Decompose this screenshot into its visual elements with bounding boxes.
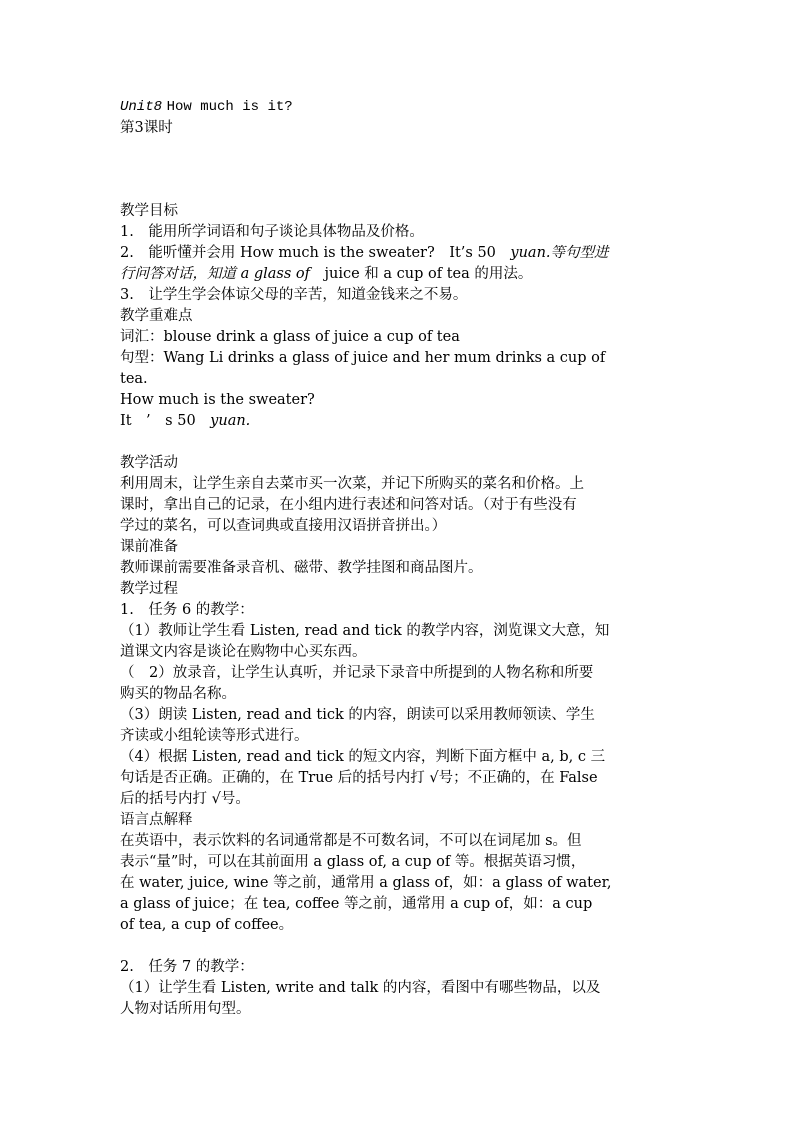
pattern-line-2: tea. [120, 371, 148, 387]
task-6-step-1-line-1: （1）教师让学生看 Listen, read and tick 的教学内容，浏览课文大意，知 [120, 623, 610, 639]
prep-heading: 课前准备 [120, 539, 178, 555]
goal-item-2-line-2 [120, 264, 700, 285]
task-6-step-2-line-2: 购买的物品名称。 [120, 686, 236, 702]
goal-item-1: 1. 能用所学词语和句子谈论具体物品及价格。 [120, 224, 424, 240]
pattern-line-3: How much is the sweater? [120, 392, 315, 408]
pattern-line-4-text: It ’ s 50 [120, 413, 211, 429]
pattern-line-4 [120, 411, 700, 432]
goal-item-2-italic: yuan.等句型进 [510, 245, 609, 261]
task-6-step-4-line-1: （4）根据 Listen, read and tick 的短文内容，判断下面方框中 a, b, c 三 [120, 749, 606, 765]
goal-item-2-italic-cont: 行问答对话，知道 a glass of [120, 266, 311, 282]
lesson-number: 第3课时 [120, 120, 173, 136]
task-6-step-4-line-2: 句话是否正确。正确的，在 True 后的括号内打 √号；不正确的，在 False [120, 770, 598, 786]
task-6-step-1-line-2: 道课文内容是谈论在购物中心买东西。 [120, 644, 367, 660]
key-points-heading: 教学重难点 [120, 308, 193, 324]
task-7-step-1-line-2: 人物对话所用句型。 [120, 1001, 251, 1017]
document-page [120, 96, 700, 1020]
task-6-step-3-line-1: （3）朗读 Listen, read and tick 的内容，朗读可以采用教师领读、学生 [120, 707, 595, 723]
unit-title: How much is it? [166, 99, 293, 115]
task-6-step-2-line-1: （ 2）放录音，让学生认真听，并记录下录音中所提到的人物名称和所要 [120, 665, 594, 681]
language-line-4: a glass of juice；在 tea, coffee 等之前，通常用 a cup of，如：a cup [120, 896, 593, 912]
language-points-heading: 语言点解释 [120, 812, 193, 828]
goal-item-2-text: 2. 能听懂并会用 How much is the sweater? It’s 50 [120, 245, 511, 261]
pattern-line-1: 句型：Wang Li drinks a glass of juice and her mum drinks a cup of [120, 350, 606, 366]
goal-item-2-text-cont: juice 和 a cup of tea 的用法。 [310, 266, 533, 282]
goal-item-3: 3. 让学生学会体谅父母的辛苦，知道金钱来之不易。 [120, 287, 468, 303]
vocab-line: 词汇：blouse drink a glass of juice a cup of tea [120, 329, 460, 345]
language-line-3: 在 water, juice, wine 等之前，通常用 a glass of，如：a glass of water, [120, 875, 612, 891]
goal-item-2-line-1 [120, 243, 700, 264]
activity-line-1: 利用周末，让学生亲自去菜市买一次菜，并记下所购买的菜名和价格。上 [120, 476, 584, 492]
task-7-step-1-line-1: （1）让学生看 Listen, write and talk 的内容，看图中有哪些物品，以及 [120, 980, 601, 996]
activity-heading: 教学活动 [120, 455, 178, 471]
task-6-step-3-line-2: 齐读或小组轮读等形式进行。 [120, 728, 309, 744]
language-line-1: 在英语中，表示饮料的名词通常都是不可数名词，不可以在词尾加 s。但 [120, 833, 582, 849]
task-7-title: 2. 任务 7 的教学： [120, 959, 254, 975]
activity-line-2: 课时，拿出自己的记录，在小组内进行表述和问答对话。（对于有些没有 [120, 497, 577, 513]
task-6-step-4-line-3: 后的括号内打 √号。 [120, 791, 250, 807]
process-heading: 教学过程 [120, 581, 178, 597]
pattern-line-4-italic: yuan. [210, 413, 251, 429]
unit-label: Unit8 [120, 99, 163, 115]
unit-title-line [120, 96, 700, 118]
goals-heading: 教学目标 [120, 203, 178, 219]
prep-line-1: 教师课前需要准备录音机、磁带、教学挂图和商品图片。 [120, 560, 483, 576]
language-line-2: 表示“量”时，可以在其前面用 a glass of, a cup of 等。根据英语习惯， [120, 854, 586, 870]
language-line-5: of tea, a cup of coffee。 [120, 917, 294, 933]
activity-line-3: 学过的菜名，可以查词典或直接用汉语拼音拼出。） [120, 518, 447, 534]
task-6-title: 1. 任务 6 的教学： [120, 602, 254, 618]
